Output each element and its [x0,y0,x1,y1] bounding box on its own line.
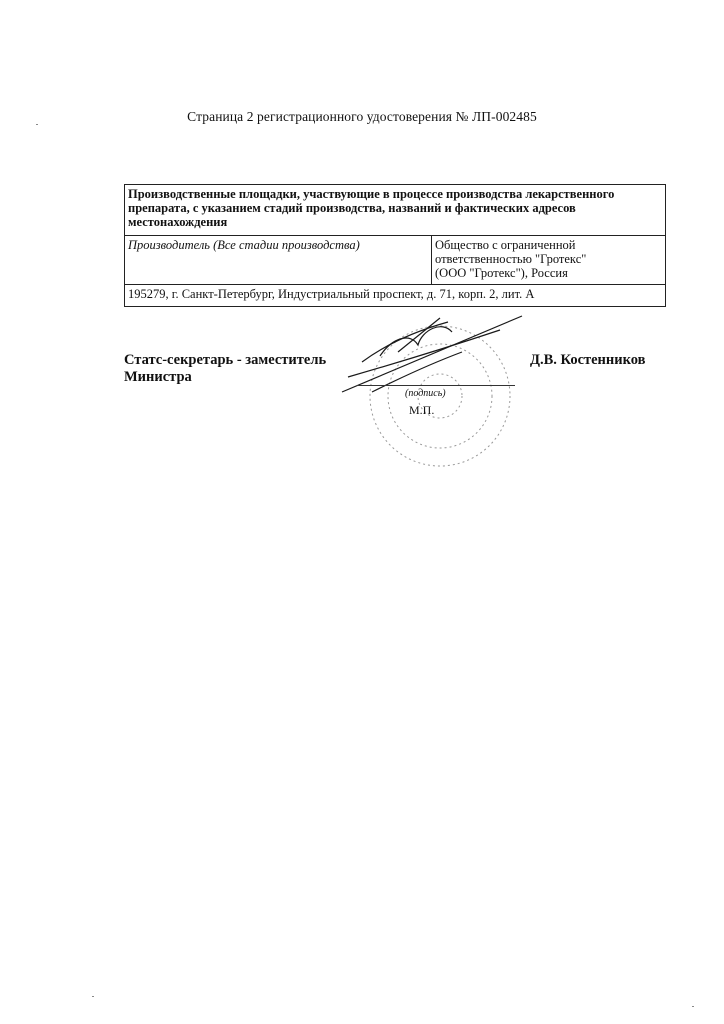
seal-place-label: М.П. [409,403,435,417]
company-line-3: (ООО "Гротекс"), Россия [435,266,568,280]
page-title: Страница 2 регистрационного удостоверения № ЛП-002485 [187,109,537,124]
company-line-1: Общество с ограниченной [435,238,576,252]
scan-speck [36,124,38,125]
signature-caption: (подпись) [405,388,446,399]
handwritten-signature [342,316,522,392]
scan-speck [692,1006,694,1007]
company-line-2: ответственностью "Гротекс" [435,252,587,266]
signature-line [357,385,515,386]
signatory-name: Д.В. Костенников [530,352,646,368]
table-header: Производственные площадки, участвующие в процессе производства лекарственного препарата, с указанием стадий производства, названий и фактических адресов местонахождения [125,185,666,236]
site-address: 195279, г. Санкт-Петербург, Индустриальный проспект, д. 71, корп. 2, лит. А [125,285,666,307]
position-line-2: Министра [124,369,192,385]
signatory-position [124,352,326,386]
scan-speck [92,996,94,997]
manufacturer-role: Производитель (Все стадии производства) [125,236,432,285]
position-line-1: Статс-секретарь - заместитель [124,352,327,368]
